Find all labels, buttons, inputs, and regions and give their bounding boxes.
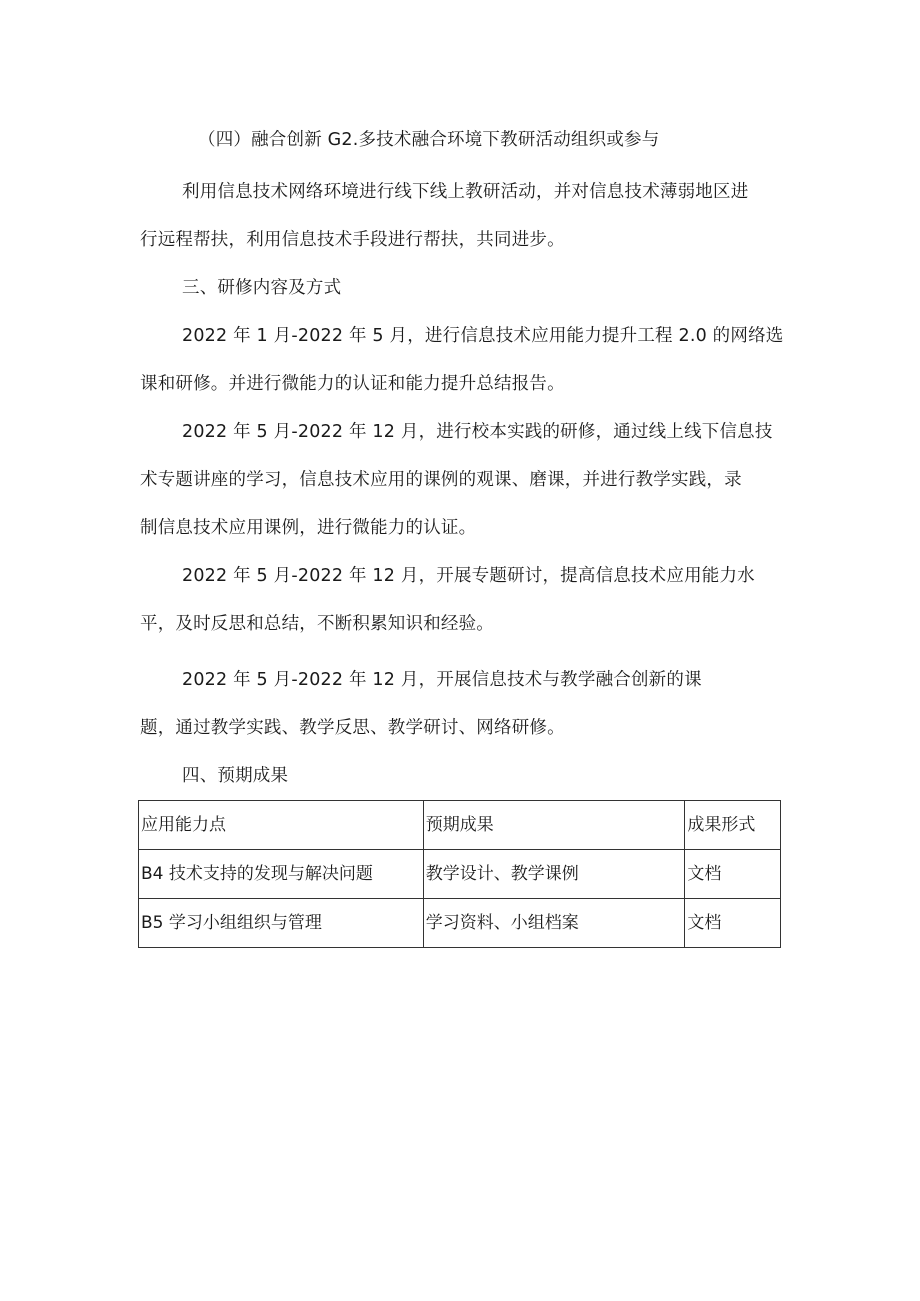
cell-expected-result: 学习资料、小组档案 bbox=[425, 913, 579, 933]
paragraph-line: 制信息技术应用课例，进行微能力的认证。 bbox=[140, 518, 477, 538]
header-expected-result: 预期成果 bbox=[425, 815, 494, 835]
expected-results-table bbox=[138, 800, 781, 948]
table-header-cell bbox=[423, 801, 685, 850]
section-heading-3: 三、研修内容及方式 bbox=[182, 278, 342, 298]
paragraph-line: 术专题讲座的学习，信息技术应用的课例的观课、磨课，并进行教学实践，录 bbox=[140, 470, 742, 490]
table-header-cell bbox=[685, 801, 781, 850]
paragraph-line: 课和研修。并进行微能力的认证和能力提升总结报告。 bbox=[140, 374, 565, 394]
paragraph-line: 行远程帮扶，利用信息技术手段进行帮扶，共同进步。 bbox=[140, 230, 565, 250]
paragraph-line: 利用信息技术网络环境进行线下线上教研活动，并对信息技术薄弱地区进 bbox=[182, 182, 749, 202]
paragraph-line: 2022 年 5 月-2022 年 12 月，开展专题研讨，提高信息技术应用能力水 bbox=[182, 566, 755, 586]
cell-ability-point: B4 技术支持的发现与解决问题 bbox=[141, 864, 373, 884]
header-ability-point: 应用能力点 bbox=[141, 815, 226, 835]
paragraph-line: 2022 年 5 月-2022 年 12 月，进行校本实践的研修，通过线上线下信息技 bbox=[182, 422, 773, 442]
table-cell bbox=[139, 850, 424, 899]
table-header-cell bbox=[139, 801, 424, 850]
table-cell bbox=[685, 850, 781, 899]
cell-result-form: 文档 bbox=[687, 864, 722, 884]
header-result-form: 成果形式 bbox=[687, 815, 756, 835]
table-cell bbox=[139, 899, 424, 948]
section-heading-4: 四、预期成果 bbox=[182, 766, 289, 786]
paragraph-line: 平，及时反思和总结，不断积累知识和经验。 bbox=[140, 614, 494, 634]
table-header-row bbox=[139, 801, 781, 850]
section-heading-g2: （四）融合创新 G2.多技术融合环境下教研活动组织或参与 bbox=[198, 130, 660, 150]
table-row bbox=[139, 850, 781, 899]
paragraph-line: 题，通过教学实践、教学反思、教学研讨、网络研修。 bbox=[140, 718, 565, 738]
table-cell bbox=[423, 850, 685, 899]
cell-result-form: 文档 bbox=[687, 913, 722, 933]
paragraph-line: 2022 年 5 月-2022 年 12 月，开展信息技术与教学融合创新的课 bbox=[182, 670, 702, 690]
table-cell bbox=[423, 899, 685, 948]
cell-ability-point: B5 学习小组组织与管理 bbox=[141, 913, 322, 933]
table-row bbox=[139, 899, 781, 948]
cell-expected-result: 教学设计、教学课例 bbox=[425, 864, 579, 884]
paragraph-line: 2022 年 1 月-2022 年 5 月，进行信息技术应用能力提升工程 2.0 的网络选 bbox=[182, 326, 784, 346]
table-cell bbox=[685, 899, 781, 948]
